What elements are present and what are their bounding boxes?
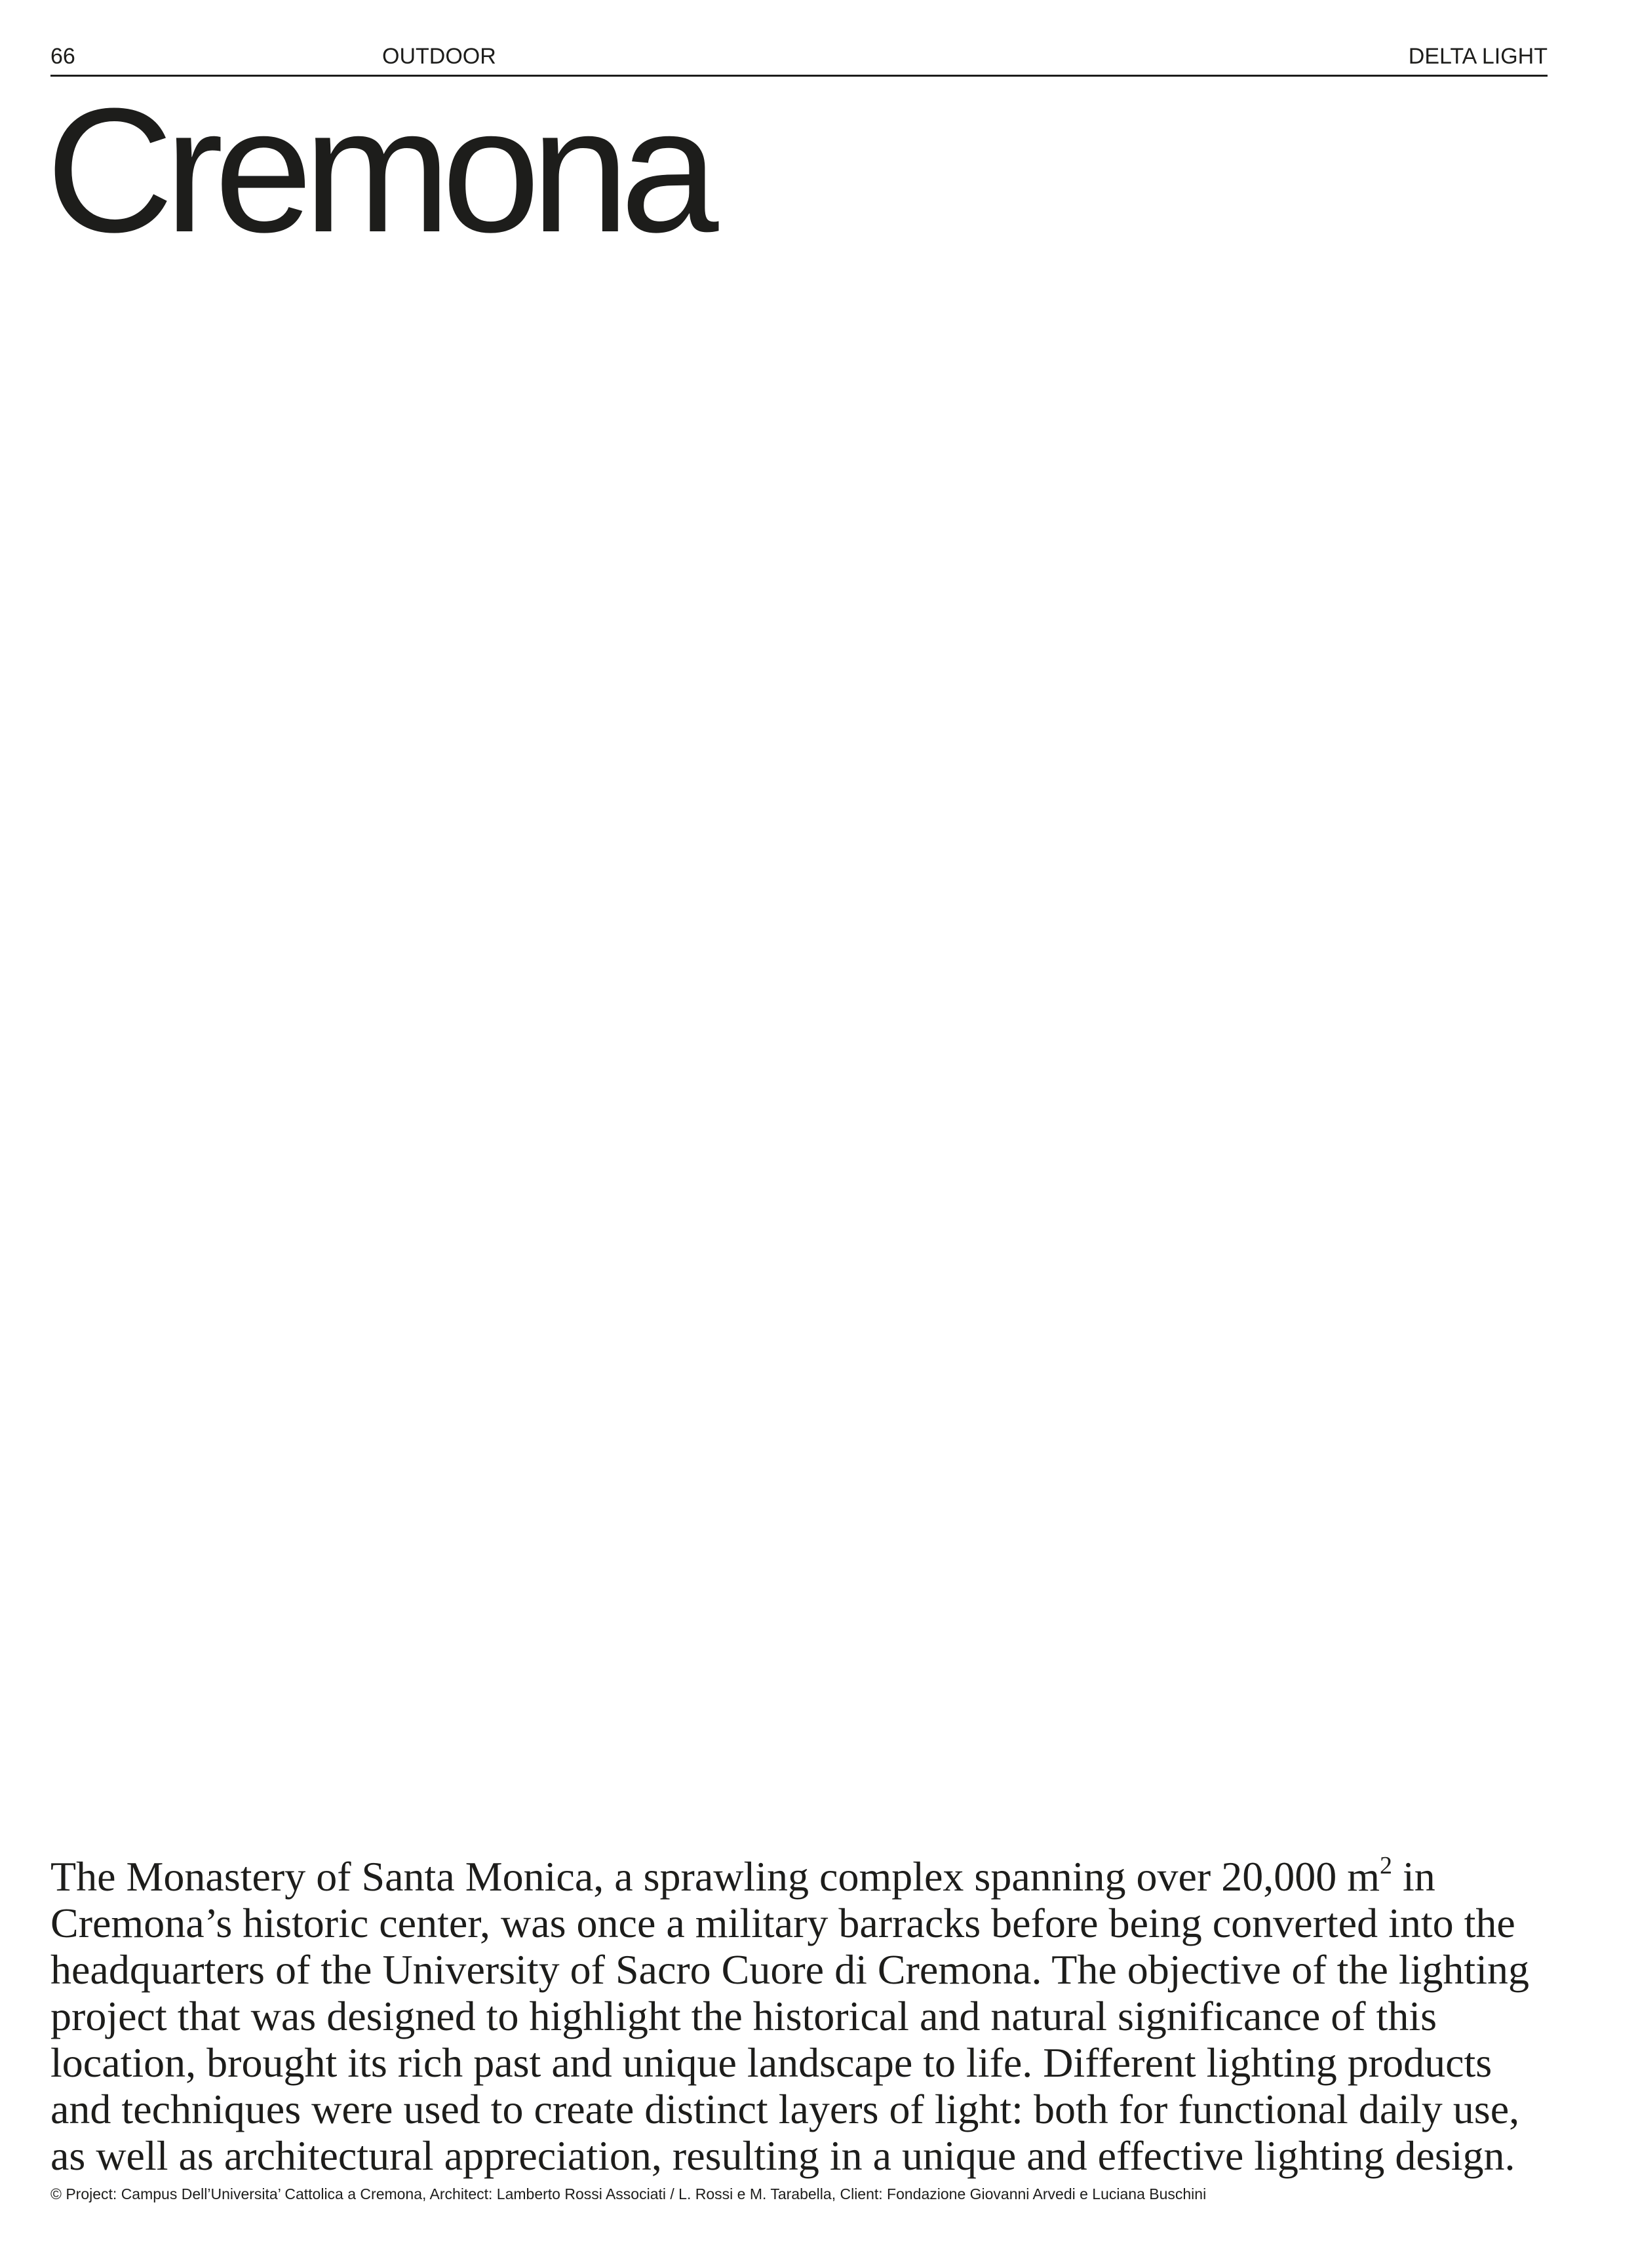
body-line: project that was designed to highlight the historical and natural significance of this	[50, 1993, 1437, 2039]
body-line: as well as architectural appreciation, resulting in a unique and effective lighting design.	[50, 2132, 1515, 2179]
photo-credits: © Project: Campus Dell’Universita’ Cattolica a Cremona, Architect: Lamberto Rossi Associati / L. Rossi e M. Tarabella, Client: Fondazione Giovanni Arvedi e Luciana Buschini	[50, 2185, 1207, 2202]
body-line: Cremona’s historic center, was once a military barracks before being converted into the	[50, 1900, 1515, 1946]
body-line-text: The Monastery of Santa Monica, a sprawling complex spanning over 20,000 m	[50, 1853, 1380, 1900]
body-line: location, brought its rich past and unique landscape to life. Different lighting products	[50, 2039, 1492, 2086]
superscript: 2	[1380, 1852, 1392, 1879]
body-paragraph	[50, 1853, 1558, 2179]
body-line	[50, 1853, 1558, 1900]
body-line-tail: in	[1392, 1853, 1435, 1900]
body-line: headquarters of the University of Sacro Cuore di Cremona. The objective of the lighting	[50, 1946, 1529, 1993]
section-label: OUTDOOR	[382, 44, 496, 69]
page-header	[50, 41, 1548, 77]
page-number: 66	[50, 44, 75, 69]
page-title: Cremona	[46, 72, 710, 269]
brand-label: DELTA LIGHT	[1408, 44, 1548, 69]
body-line: and techniques were used to create distinct layers of light: both for functional daily use,	[50, 2086, 1520, 2132]
